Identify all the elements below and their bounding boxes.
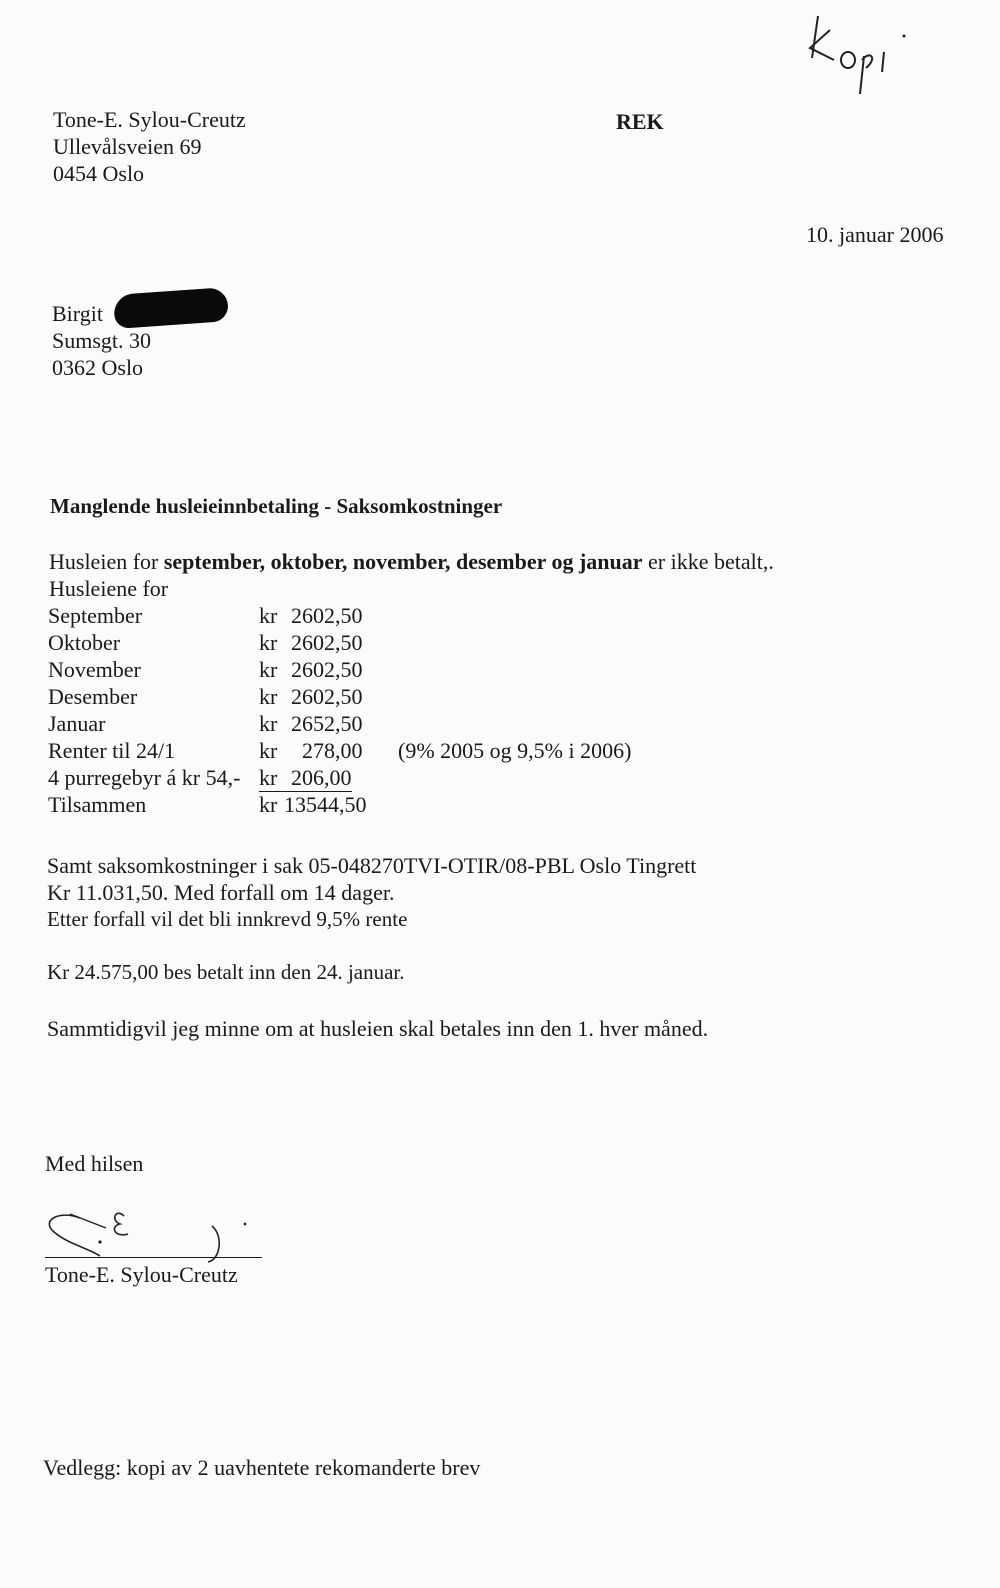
amount-currency: kr — [259, 738, 278, 763]
intro-paragraph — [49, 548, 774, 575]
amount-currency: kr — [259, 630, 278, 655]
amount-label: Januar — [48, 711, 106, 736]
recipient-name: Birgit — [52, 301, 103, 326]
amount-label: Desember — [48, 684, 138, 709]
amount-value: 2602,50 — [291, 684, 363, 709]
signature-name: Tone-E. Sylou-Creutz — [45, 1262, 238, 1287]
amount-row — [48, 710, 668, 737]
amount-value: 278,00 — [291, 738, 363, 763]
amount-currency: kr — [259, 657, 278, 682]
amount-currency: kr — [259, 792, 278, 817]
amount-row — [48, 764, 668, 791]
sender-city: 0454 Oslo — [53, 161, 145, 186]
handwritten-kopi-mark — [800, 10, 920, 100]
amount-label: Renter til 24/1 — [48, 738, 176, 763]
sender-name: Tone-E. Sylou-Creutz — [53, 107, 246, 132]
closing: Med hilsen — [45, 1151, 144, 1176]
letter-date: 10. januar 2006 — [806, 222, 944, 247]
recipient-city: 0362 Oslo — [52, 355, 144, 380]
amount-label: Oktober — [48, 630, 121, 655]
recipient-street: Sumsgt. 30 — [52, 328, 152, 353]
amount-row-total — [48, 791, 668, 818]
list-heading: Husleiene for — [49, 576, 169, 601]
costs-line-2: Kr 11.031,50. Med forfall om 14 dager. — [47, 880, 395, 905]
amount-row — [48, 656, 668, 683]
amount-value: 2602,50 — [291, 657, 363, 682]
signature-scribble — [40, 1200, 270, 1270]
intro-tail: er ikke betalt,. — [642, 549, 774, 574]
intro-months: september, oktober, november, desember og januar — [163, 549, 643, 574]
redaction-mark — [113, 287, 229, 329]
total-due: Kr 24.575,00 bes betalt inn den 24. januar. — [47, 960, 405, 984]
amount-label: September — [48, 603, 143, 628]
amount-currency: kr — [259, 684, 278, 709]
amount-currency: kr — [259, 764, 285, 792]
amount-label: November — [48, 657, 141, 682]
amount-currency: kr — [259, 603, 278, 628]
signature-line — [45, 1257, 262, 1258]
costs-line-1: Samt saksomkostninger i sak 05-048270TVI-OTIR/08-PBL Oslo Tingrett — [47, 853, 697, 878]
amount-value: 2602,50 — [291, 630, 363, 655]
amount-value: 13544,50 — [284, 792, 367, 817]
reminder: Sammtidigvil jeg minne om at husleien skal betales inn den 1. hver måned. — [47, 1016, 709, 1041]
costs-paragraph — [47, 852, 696, 933]
amount-value: 2652,50 — [291, 711, 363, 736]
costs-line-3: Etter forfall vil det bli innkrevd 9,5% rente — [47, 907, 408, 931]
amount-note: (9% 2005 og 9,5% i 2006) — [398, 738, 632, 763]
sender-street: Ullevålsveien 69 — [53, 134, 202, 159]
amount-row — [48, 683, 668, 710]
attachment-note: Vedlegg: kopi av 2 uavhentete rekomanderte brev — [43, 1455, 481, 1480]
amount-value: 2602,50 — [291, 603, 363, 628]
amount-value: 206,00 — [283, 764, 352, 792]
amount-row — [48, 737, 668, 764]
rek-label: REK — [616, 109, 664, 134]
amounts-table — [48, 602, 668, 818]
amount-row — [48, 602, 668, 629]
sender-address — [53, 106, 246, 187]
amount-label: Tilsammen — [48, 792, 147, 817]
subject-line: Manglende husleieinnbetaling - Saksomkostninger — [50, 494, 503, 518]
amount-currency: kr — [259, 711, 278, 736]
amount-row — [48, 629, 668, 656]
amount-label: 4 purregebyr á kr 54,- — [48, 765, 241, 790]
intro-lead: Husleien for — [49, 549, 164, 574]
